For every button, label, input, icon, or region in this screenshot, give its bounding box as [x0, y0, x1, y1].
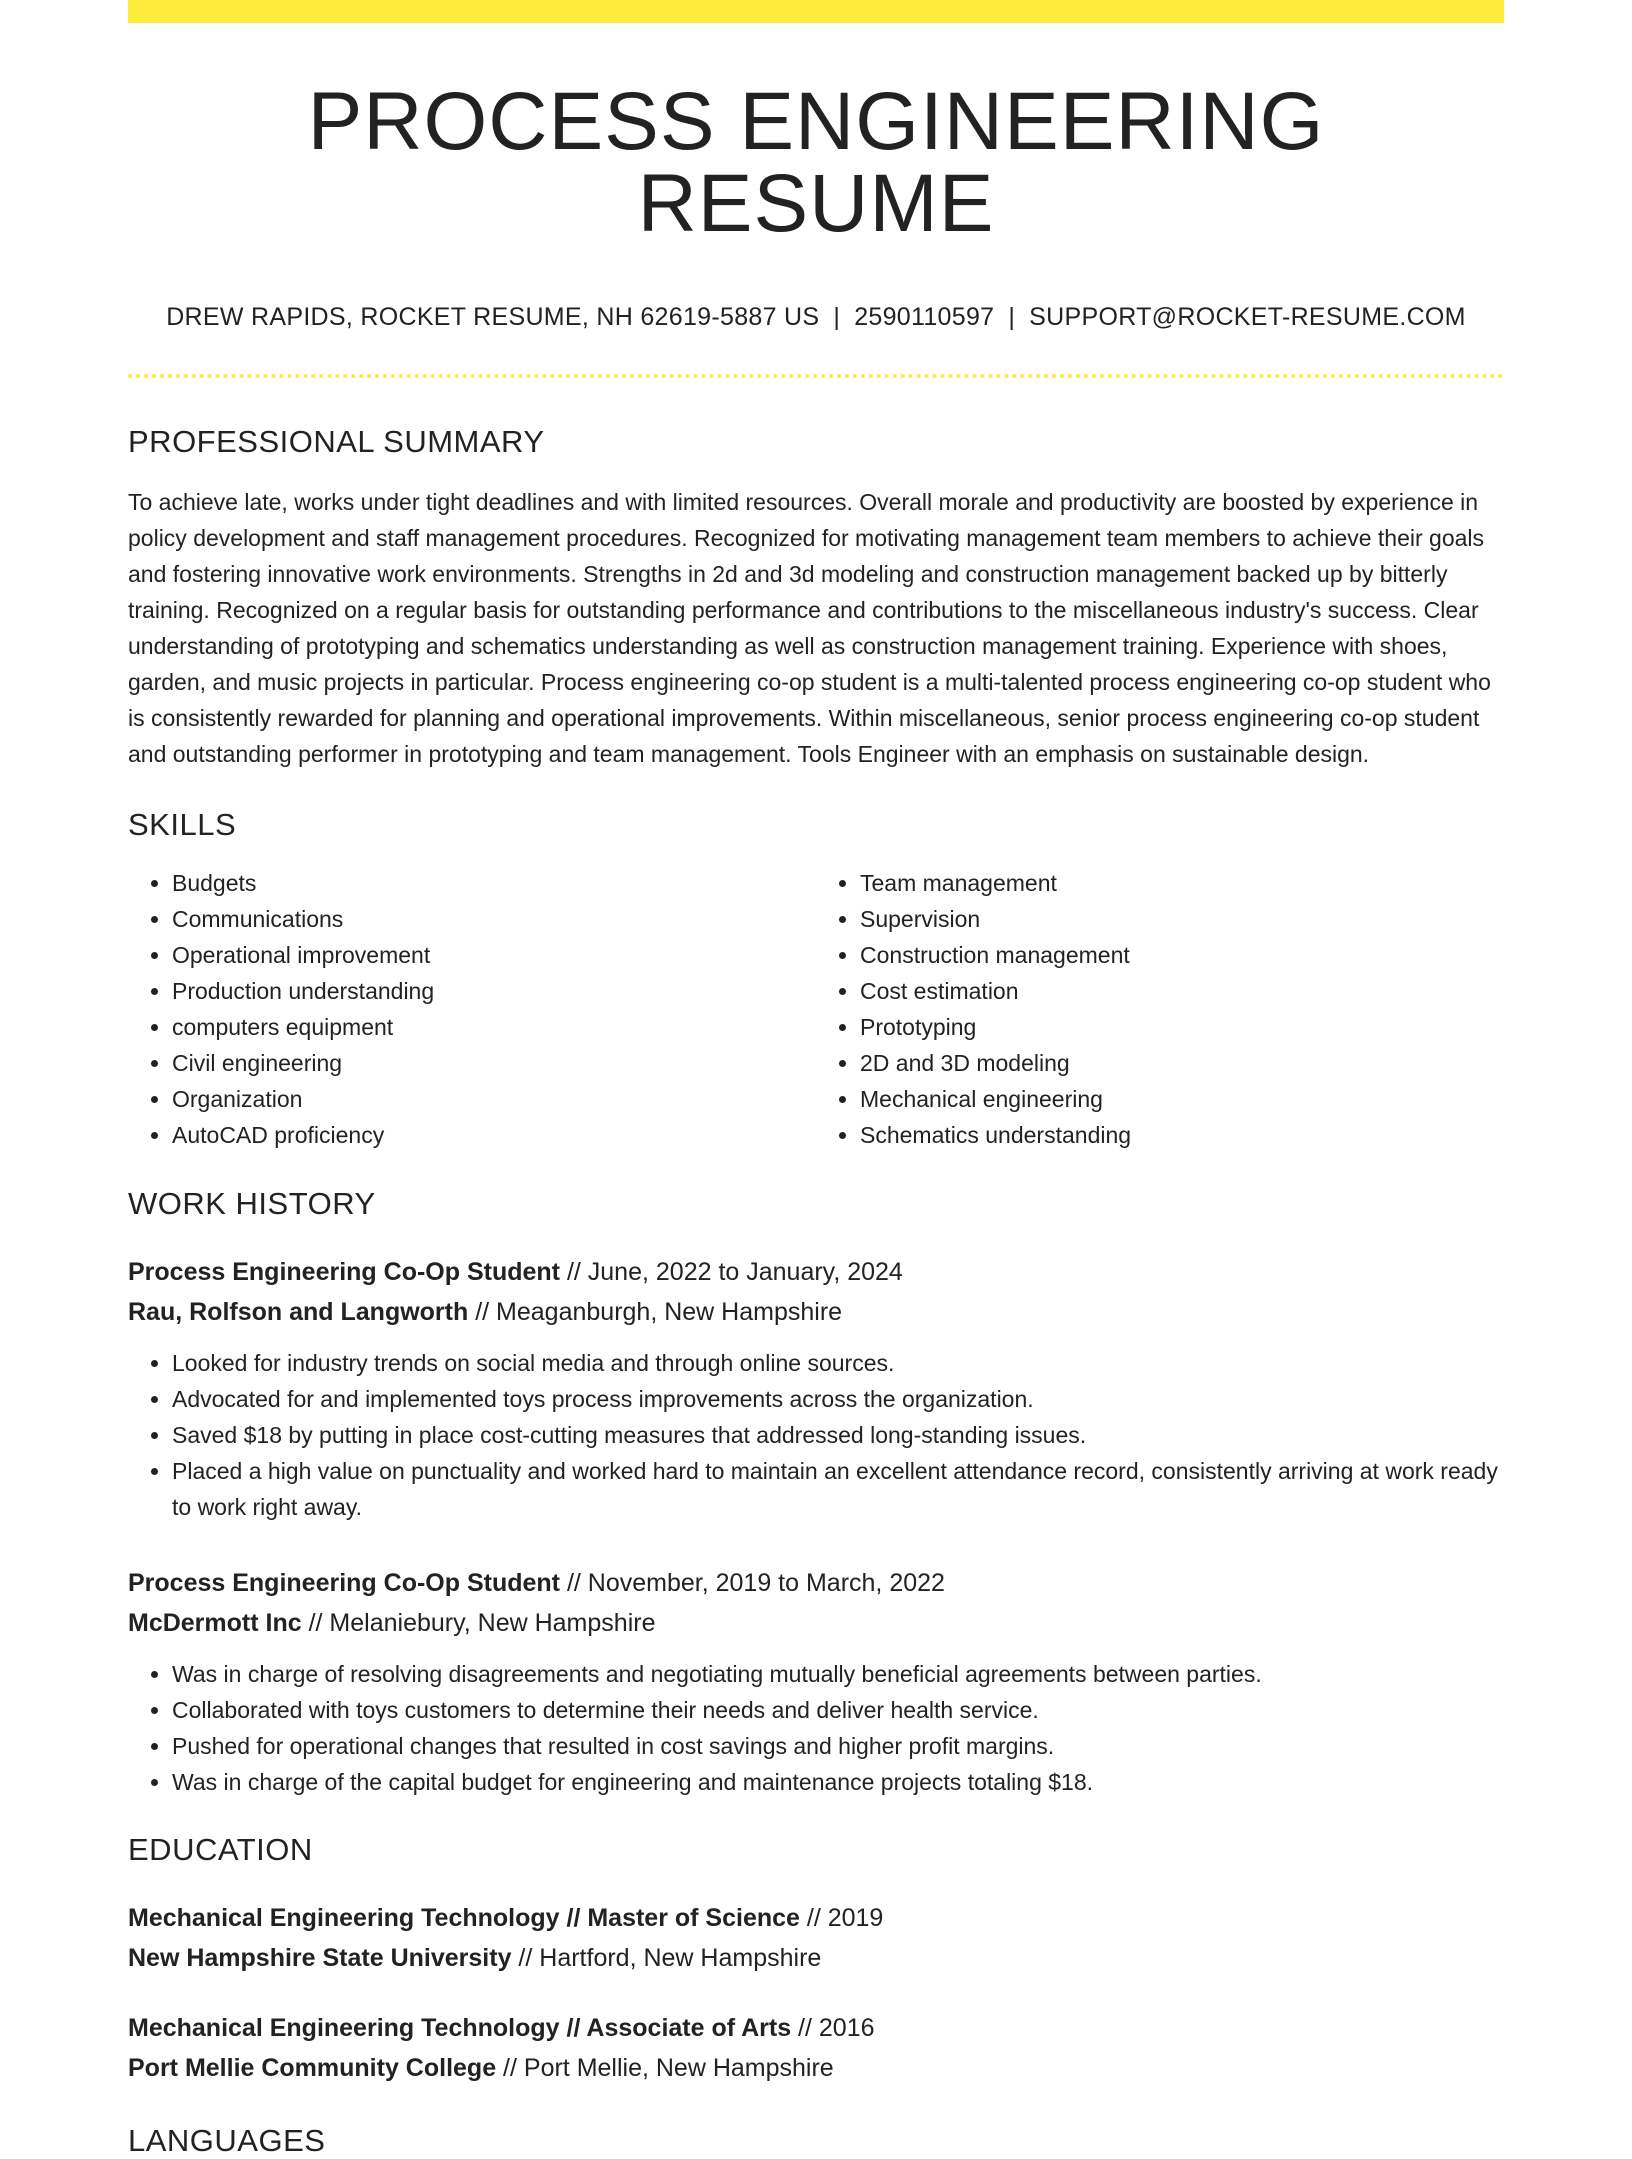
job-dates: // June, 2022 to January, 2024	[560, 1258, 903, 1286]
job-title: Process Engineering Co-Op Student	[128, 1258, 560, 1286]
skill-item: • Organization	[172, 1081, 816, 1117]
skills-heading: SKILLS	[128, 807, 237, 842]
education-degree-line	[128, 1898, 1504, 1938]
education-degree: Mechanical Engineering Technology // Associate of Arts	[128, 2014, 792, 2042]
contact-line	[128, 303, 1504, 332]
summary-text: To achieve late, works under tight deadlines and with limited resources. Overall morale and productivity are boosted by experience in policy development and staff management procedures. Recognized for motivating management team members to achieve their goals and fostering innovative work environments. Strengths in 2d and 3d modeling and construction management backed up by bitterly training. Recognized on a regular basis for outstanding performance and contributions to the miscellaneous industry's success. Clear understanding of prototyping and schematics understanding as well as construction management training. Experience with shoes, garden, and music projects in particular. Process engineering co-op student is a multi-talented process engineering co-op student who is consistently rewarded for planning and operational improvements. Within miscellaneous, senior process engineering co-op student and outstanding performer in prototyping and team management. Tools Engineer with an emphasis on sustainable design.	[128, 489, 1491, 767]
languages-heading: LANGUAGES	[128, 2123, 326, 2158]
contact-address: DREW RAPIDS, ROCKET RESUME, NH 62619-5887 US	[166, 303, 820, 331]
job-company-line	[128, 1292, 1504, 1332]
work-history-heading: WORK HISTORY	[128, 1186, 376, 1221]
dotted-divider	[128, 374, 1504, 378]
job-location: // Melaniebury, New Hampshire	[301, 1609, 656, 1637]
skill-item: • Schematics understanding	[860, 1117, 1504, 1153]
accent-bar	[128, 0, 1504, 23]
skills-left-column	[128, 865, 816, 1153]
contact-email: SUPPORT@ROCKET-RESUME.COM	[1029, 303, 1466, 331]
contact-separator: |	[833, 303, 841, 331]
skill-item: • Civil engineering	[172, 1045, 816, 1081]
contact-phone: 2590110597	[854, 303, 995, 331]
skill-item: • Cost estimation	[860, 973, 1504, 1009]
resume-title: PROCESS ENGINEERING RESUME	[307, 76, 1325, 249]
contact-separator: |	[1008, 303, 1016, 331]
education-school: Port Mellie Community College	[128, 2054, 497, 2082]
skill-item: • Supervision	[860, 901, 1504, 937]
job-company: McDermott Inc	[128, 1609, 302, 1637]
skill-item: • Mechanical engineering	[860, 1081, 1504, 1117]
skill-item: • 2D and 3D modeling	[860, 1045, 1504, 1081]
education-year: // 2016	[791, 2014, 875, 2042]
job-title-line	[128, 1563, 1504, 1603]
education-school: New Hampshire State University	[128, 1944, 512, 1972]
education-location: // Port Mellie, New Hampshire	[496, 2054, 834, 2082]
skill-item: • Communications	[172, 901, 816, 937]
job-title: Process Engineering Co-Op Student	[128, 1569, 560, 1597]
job-bullet: • Placed a high value on punctuality and worked hard to maintain an excellent attendance record, consistently arriving at work ready to work right away.	[172, 1453, 1504, 1525]
skill-item: • Construction management	[860, 937, 1504, 973]
skill-item: • Team management	[860, 865, 1504, 901]
skill-item: • computers equipment	[172, 1009, 816, 1045]
job-bullet: • Was in charge of the capital budget for engineering and maintenance projects totaling $18.	[172, 1764, 1504, 1800]
job-bullet: • Advocated for and implemented toys process improvements across the organization.	[172, 1381, 1504, 1417]
education-school-line	[128, 2048, 1504, 2088]
job-bullet: • Pushed for operational changes that resulted in cost savings and higher profit margins.	[172, 1728, 1504, 1764]
education-entry	[128, 2008, 1504, 2088]
skill-item: • Prototyping	[860, 1009, 1504, 1045]
skill-item: • Budgets	[172, 865, 816, 901]
skill-item: • Production understanding	[172, 973, 816, 1009]
job-company-line	[128, 1603, 1504, 1643]
job-company: Rau, Rolfson and Langworth	[128, 1298, 469, 1326]
job-entry	[128, 1252, 1504, 1525]
resume-page	[128, 0, 1504, 2159]
education-school-line	[128, 1938, 1504, 1978]
job-title-line	[128, 1252, 1504, 1292]
job-bullet: • Saved $18 by putting in place cost-cutting measures that addressed long-standing issues.	[172, 1417, 1504, 1453]
education-degree: Mechanical Engineering Technology // Master of Science	[128, 1904, 800, 1932]
job-bullet: • Was in charge of resolving disagreements and negotiating mutually beneficial agreements between parties.	[172, 1656, 1504, 1692]
skill-item: • AutoCAD proficiency	[172, 1117, 816, 1153]
education-degree-line	[128, 2008, 1504, 2048]
skills-right-column	[816, 865, 1504, 1153]
skills-grid	[128, 865, 1504, 1153]
education-entry	[128, 1898, 1504, 1978]
summary-heading: PROFESSIONAL SUMMARY	[128, 424, 545, 459]
job-dates: // November, 2019 to March, 2022	[560, 1569, 945, 1597]
job-bullets	[128, 1345, 1504, 1525]
skill-item: • Operational improvement	[172, 937, 816, 973]
job-location: // Meaganburgh, New Hampshire	[468, 1298, 843, 1326]
job-bullet: • Looked for industry trends on social media and through online sources.	[172, 1345, 1504, 1381]
job-entry	[128, 1563, 1504, 1800]
job-bullet: • Collaborated with toys customers to determine their needs and deliver health service.	[172, 1692, 1504, 1728]
education-year: // 2019	[799, 1904, 884, 1932]
education-heading: EDUCATION	[128, 1832, 313, 1867]
job-bullets	[128, 1656, 1504, 1800]
education-location: // Hartford, New Hampshire	[511, 1944, 822, 1972]
